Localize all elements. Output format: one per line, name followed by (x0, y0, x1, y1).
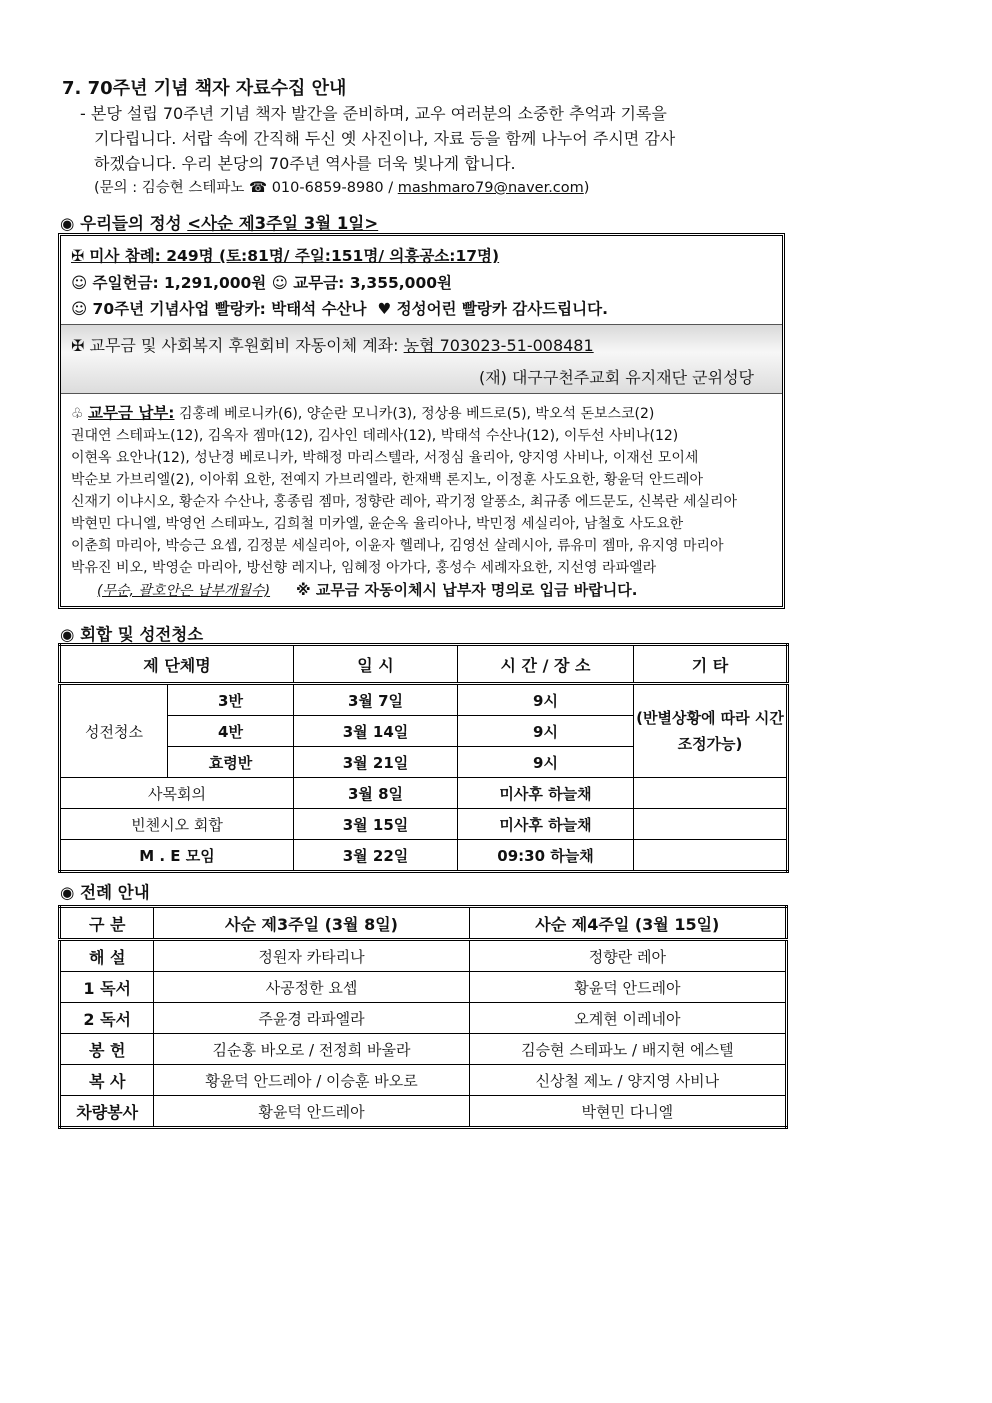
header-date: 일 시 (294, 645, 458, 684)
cell-week3: 황윤덕 안드레아 (154, 1096, 469, 1128)
liturgy-table (58, 905, 788, 1129)
table-row (60, 809, 788, 840)
cell-group: M . E 모임 (60, 840, 294, 872)
cell-date: 3월 21일 (294, 747, 458, 778)
offering-heading-label: ◉ 우리들의 정성 (60, 214, 182, 233)
donors-line: 신재기 이냐시오, 황순자 수산나, 홍종림 젬마, 정향란 레아, 곽기정 알퐁소, 최규종 에드문도, 신복란 세실리아 (71, 494, 738, 510)
attendance-line: ✠ 미사 참례: 249명 (토:81명/ 주일:151명/ 의흥공소:17명) (71, 247, 500, 265)
liturgy-heading: ◉ 전례 안내 (60, 883, 150, 902)
cell-date: 3월 22일 (294, 840, 458, 872)
bakery-thanks: 정성어린 빨랑카 감사드립니다. (396, 300, 608, 318)
donors-note: (무순, 괄호안은 납부개월수) (97, 583, 271, 599)
donors-heading: 교무금 납부: (88, 404, 175, 422)
heart-icon: ♥ (377, 300, 392, 318)
cleaning-label: 성전청소 (60, 684, 168, 778)
cell-note (634, 778, 788, 809)
cell-role: 차량봉사 (60, 1096, 154, 1128)
cell-group: 4반 (168, 716, 294, 747)
table-row (60, 778, 788, 809)
table-row (60, 1003, 787, 1034)
table-row (60, 940, 787, 972)
meetings-table (58, 643, 789, 873)
donors-line: 권대연 스테파노(12), 김옥자 젬마(12), 김사인 데레사(12), 박태석 수산나(12), 이두선 사비나(12) (71, 428, 679, 444)
cell-date: 3월 8일 (294, 778, 458, 809)
cell-time: 미사후 하늘채 (458, 809, 634, 840)
cell-week4: 김승현 스테파노 / 배지현 에스텔 (469, 1034, 786, 1065)
table-row (60, 1096, 787, 1128)
account-panel (61, 324, 782, 394)
table-row (60, 684, 788, 716)
donors-line: 이춘희 마리아, 박승근 요셉, 김정분 세실리아, 이윤자 헬레나, 김영선 살레시아, 류유미 젬마, 유지영 마리아 (71, 538, 724, 554)
header-time-place: 시 간 / 장 소 (458, 645, 634, 684)
donors-footer (71, 579, 781, 602)
cell-note (634, 809, 788, 840)
offering-subtitle: <사순 제3주일 3월 1일> (187, 214, 379, 233)
cell-time: 9시 (458, 684, 634, 716)
section-7-title: 7. 70주년 기념 책자 자료수집 안내 (62, 78, 347, 99)
cell-group: 사목회의 (60, 778, 294, 809)
cell-date: 3월 15일 (294, 809, 458, 840)
account-prefix: ✠ 교무금 및 사회복지 후원회비 자동이체 계좌: (71, 336, 404, 355)
table-header-row (60, 907, 787, 940)
cell-week4: 신상철 제노 / 양지영 사비나 (469, 1065, 786, 1096)
cell-date: 3월 14일 (294, 716, 458, 747)
header-role: 구 분 (60, 907, 154, 940)
cell-week4: 정향란 레아 (469, 940, 786, 972)
offering-box (58, 233, 785, 609)
donors-names: 김홍례 베로니카(6), 양순란 모니카(3), 정상용 베드로(5), 박오석 돈보스코(2) (178, 406, 655, 422)
header-group: 제 단체명 (60, 645, 294, 684)
table-row (60, 1034, 787, 1065)
cell-role: 복 사 (60, 1065, 154, 1096)
bakery-line (71, 297, 608, 319)
cell-time: 미사후 하늘채 (458, 778, 634, 809)
cell-week3: 황윤덕 안드레아 / 이승훈 바오로 (154, 1065, 469, 1096)
header-note: 기 타 (634, 645, 788, 684)
cell-week4: 박현민 다니엘 (469, 1096, 786, 1128)
cell-week3: 정원자 카타리나 (154, 940, 469, 972)
contact-prefix: (문의 : 김승현 스테파노 ☎ 010-6859-8980 / (94, 180, 398, 196)
cell-date: 3월 7일 (294, 684, 458, 716)
section-7-line: 기다립니다. 서랍 속에 간직해 두신 옛 사진이나, 자료 등을 함께 나누어 주시면 감사 (94, 129, 676, 148)
table-row (60, 972, 787, 1003)
donors-line (71, 402, 781, 425)
donors-list (71, 402, 781, 602)
meetings-heading: ◉ 회합 및 성전청소 (60, 625, 204, 644)
offering-heading (60, 210, 378, 234)
donors-line: 박유진 비오, 박영순 마리아, 방선향 레지나, 임혜정 아가다, 홍성수 세례자요한, 지선영 라파엘라 (71, 560, 657, 576)
cell-group: 3반 (168, 684, 294, 716)
cell-role: 해 설 (60, 940, 154, 972)
table-header-row (60, 645, 788, 684)
cell-role: 1 독서 (60, 972, 154, 1003)
cell-week4: 오계현 이레네아 (469, 1003, 786, 1034)
cell-group: 빈첸시오 회합 (60, 809, 294, 840)
section-7-body (80, 101, 780, 201)
donors-line: 박순보 가브리엘(2), 이아휘 요한, 전예지 가브리엘라, 한재백 론지노, 이정훈 사도요한, 황윤덕 안드레아 (71, 472, 703, 488)
cell-role: 2 독서 (60, 1003, 154, 1034)
donors-line: 이현옥 요안나(12), 성난경 베로니카, 박해정 마리스텔라, 서정심 율리아, 양지영 사비나, 이재선 모이세 (71, 450, 699, 466)
account-org: (재) 대구구천주교회 유지재단 군위성당 (478, 368, 754, 387)
cell-time: 9시 (458, 747, 634, 778)
donors-line: 박현민 다니엘, 박영언 스테파노, 김희철 미카엘, 윤순옥 율리아나, 박민정 세실리아, 남철호 사도요한 (71, 516, 684, 532)
contact-email-link[interactable]: mashmaro79@naver.com (397, 180, 584, 196)
table-row (60, 840, 788, 872)
header-week4: 사순 제4주일 (3월 15일) (469, 907, 786, 940)
cell-note (634, 840, 788, 872)
cell-week3: 사공정한 요셉 (154, 972, 469, 1003)
section-7-line: - 본당 설립 70주년 기념 책자 발간을 준비하며, 교우 여러분의 소중한 추억과 기록을 (80, 104, 667, 123)
cell-week4: 황윤덕 안드레아 (469, 972, 786, 1003)
cell-week3: 주윤경 라파엘라 (154, 1003, 469, 1034)
bakery-text: ☺ 70주년 기념사업 빨랑카: 박태석 수산나 (71, 300, 367, 318)
cell-time: 09:30 하늘채 (458, 840, 634, 872)
cell-time: 9시 (458, 716, 634, 747)
donors-warning: ※ 교무금 자동이체시 납부자 명의로 입금 바랍니다. (296, 581, 638, 599)
clover-icon: ♧ (71, 406, 84, 422)
contact-info (80, 176, 780, 201)
account-line (71, 333, 594, 356)
collection-line: ☺ 주일헌금: 1,291,000원 ☺ 교무금: 3,355,000원 (71, 274, 452, 292)
table-row (60, 1065, 787, 1096)
cleaning-note: (반별상황에 따라 시간조정가능) (634, 684, 788, 778)
header-week3: 사순 제3주일 (3월 8일) (154, 907, 469, 940)
account-number: 농협 703023-51-008481 (403, 336, 594, 355)
contact-suffix: ) (583, 180, 590, 196)
cell-group: 효령반 (168, 747, 294, 778)
section-7-line: 하겠습니다. 우리 본당의 70주년 역사를 더욱 빛나게 합니다. (94, 154, 516, 173)
cell-role: 봉 헌 (60, 1034, 154, 1065)
cell-week3: 김순홍 바오로 / 전정희 바울라 (154, 1034, 469, 1065)
